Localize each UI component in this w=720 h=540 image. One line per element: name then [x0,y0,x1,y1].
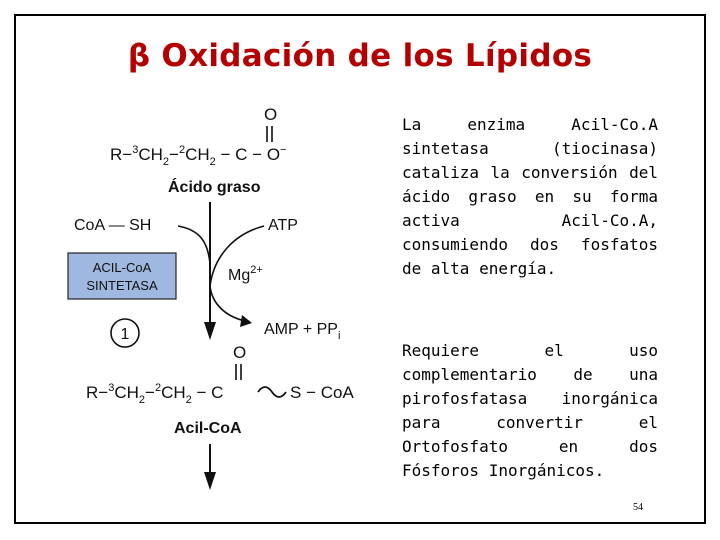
coa-sh-label: CoA — SH [74,217,152,234]
reaction-arrow-lower-head [204,472,216,490]
slide-title: β Oxidación de los Lípidos [127,38,593,74]
enzyme-name-line-1: ACIL-CoA [92,260,152,275]
amp-ppi-label: AMP + $PP_i$ [264,321,341,342]
atp-label: ATP [268,217,298,234]
magnesium-cofactor: $Mg^{2+}$ [228,264,263,284]
reaction-arrow-upper-head [204,322,216,340]
amp-ppi-arrow-head [240,315,252,327]
reaction-scheme [28,96,368,496]
fatty-acid-label: Ácido graso [168,179,261,196]
acyl-coa-formula-left: $R-^3CH_2-^2CH_2 - C$ [86,382,224,406]
acyl-coa-formula-right: S − CoA [290,383,354,402]
thioester-bond [258,387,286,397]
fatty-acid-formula: $R-^3CH_2-^2CH_2 - C - O^-$ [110,144,287,168]
acyl-coa-label: Acil-CoA [174,420,242,437]
paragraph-enzyme-description: La enzima Acil-Co.A sintetasa (tiocinasa) cataliza la conversión del ácido graso en su forma activa Acil-Co.A, consumiendo dos fosfatos de alta energía. [402,115,658,278]
paragraph-pyrophosphatase: Requiere el uso complementario de una pirofosfatasa inorgánica para convertir el Ortofosfato en dos Fósforos Inorgánicos. [402,341,658,480]
acyl-coa-synthetase-diagram [28,96,368,496]
enzyme-name-line-2: SINTETASA [86,278,158,293]
page-number: 54 [633,502,643,513]
carbonyl-oxygen-top: O [264,105,278,124]
step-number: 1 [120,326,130,343]
carbonyl-oxygen-bottom: O [233,343,247,362]
coa-sh-curve [178,226,210,264]
